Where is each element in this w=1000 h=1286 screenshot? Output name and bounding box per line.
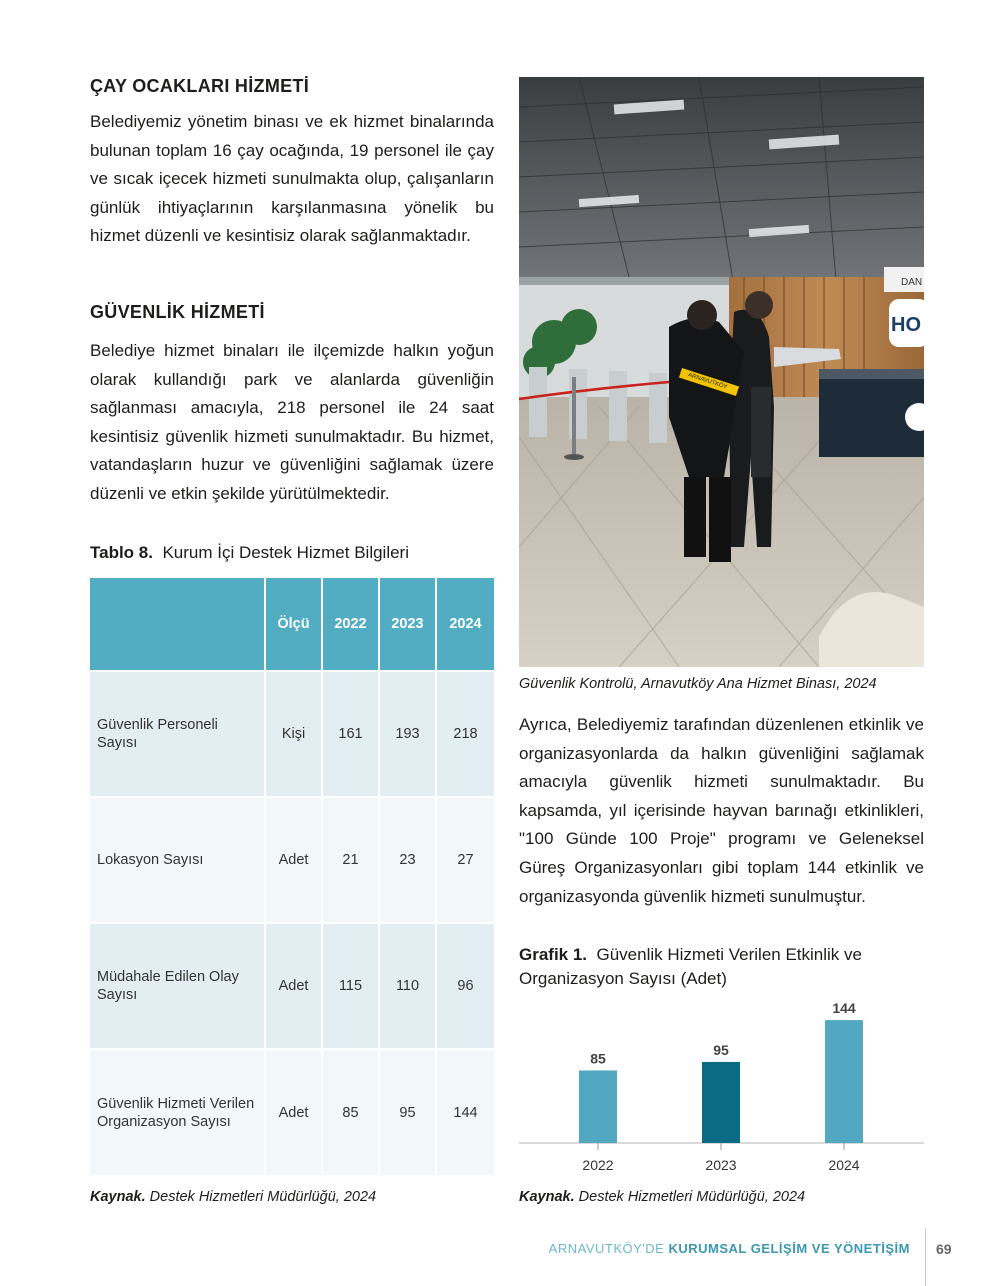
row-value-2024: 96 <box>436 923 494 1049</box>
row-value-2022: 115 <box>322 923 379 1049</box>
row-label: Müdahale Edilen Olay Sayısı <box>90 923 265 1049</box>
chart-caption <box>519 943 924 991</box>
table-source-label: Kaynak. <box>90 1189 146 1205</box>
row-value-2024: 27 <box>436 797 494 923</box>
row-value-2022: 21 <box>322 797 379 923</box>
tea-service-paragraph: Belediyemiz yönetim binası ve ek hizmet binalarında bulunan toplam 16 çay ocağında, 19 personel ile çay ve sıcak içecek hizmeti sunulmakta olup, çalışanların günlük ihtiyaçlarının karşılanmasına yönelik bu hizmet düzenli ve kesintisiz olarak sağlanmaktadır. <box>90 112 494 246</box>
row-unit: Kişi <box>265 671 322 797</box>
header-2022: 2022 <box>322 578 379 671</box>
row-label: Lokasyon Sayısı <box>90 797 265 923</box>
table-row <box>90 923 494 1049</box>
row-unit: Adet <box>265 923 322 1049</box>
security-service-paragraph: Belediye hizmet binaları ile ilçemizde halkın yoğun olarak kullandığı park ve alanlarda güvenliğin sağlanması amacıyla, 218 personel ile 24 saat kesintisiz güvenlik hizmeti sunulmaktadır. Bu hizmet, vatandaşların huzur ve güvenliğini sağlamak üzere düzenli ve etkin şekilde yürütülmektedir. <box>90 341 494 503</box>
x-axis-tick-label-2023: 2023 <box>705 1157 737 1173</box>
header-unit: Ölçü <box>265 578 322 671</box>
footer-section: KURUMSAL GELİŞİM VE YÖNETİŞİM <box>668 1241 910 1256</box>
table-row <box>90 1049 494 1175</box>
chart-bar-2023 <box>702 1062 740 1143</box>
table-row <box>90 671 494 797</box>
chart-source-label: Kaynak. <box>519 1189 575 1205</box>
table-caption <box>90 541 409 565</box>
photo-sign-text: DAN <box>901 277 923 288</box>
chart-bar-2022 <box>579 1070 617 1143</box>
photo-caption: Güvenlik Kontrolü, Arnavutköy Ana Hizmet Binası, 2024 <box>519 676 877 692</box>
chart-value-label-2023: 95 <box>713 1041 729 1058</box>
chart-value-label-2024: 144 <box>832 1000 856 1017</box>
table-source-text: Destek Hizmetleri Müdürlüğü, 2024 <box>149 1189 377 1205</box>
row-value-2024: 218 <box>436 671 494 797</box>
row-value-2023: 23 <box>379 797 436 923</box>
row-label: Güvenlik Personeli Sayısı <box>90 671 265 797</box>
x-axis-tick-label-2024: 2024 <box>828 1157 860 1173</box>
footer-running-title <box>549 1241 910 1256</box>
header-2024: 2024 <box>436 578 494 671</box>
chart-source-text: Destek Hizmetleri Müdürlüğü, 2024 <box>578 1189 806 1205</box>
chart-caption-label: Grafik 1. <box>519 945 588 964</box>
chart-caption-text: Güvenlik Hizmeti Verilen Etkinlik ve Organizasyon Sayısı (Adet) <box>519 945 862 988</box>
table-source <box>90 1189 376 1205</box>
table-caption-label: Tablo 8. <box>90 543 153 562</box>
photo-detector-text: ARNAVUTKÖY <box>687 372 728 391</box>
row-unit: Adet <box>265 797 322 923</box>
x-axis-tick-label-2022: 2022 <box>582 1157 614 1173</box>
row-value-2024: 144 <box>436 1049 494 1175</box>
row-unit: Adet <box>265 1049 322 1175</box>
support-services-table <box>90 578 494 1175</box>
table-header-row <box>90 578 494 671</box>
footer-prefix: ARNAVUTKÖY'DE <box>548 1241 665 1256</box>
photo-sign-logo: HO <box>891 314 921 336</box>
chart-value-label-2022: 85 <box>590 1050 606 1067</box>
table-row <box>90 797 494 923</box>
header-label-cell <box>90 578 265 671</box>
footer-divider <box>925 1228 926 1286</box>
row-value-2023: 95 <box>379 1049 436 1175</box>
row-value-2023: 193 <box>379 671 436 797</box>
row-label: Güvenlik Hizmeti Verilen Organizasyon Sayısı <box>90 1049 265 1175</box>
chart-bar-2024 <box>825 1020 863 1143</box>
page-number: 69 <box>936 1241 952 1257</box>
security-check-photo <box>519 77 924 667</box>
events-paragraph: Ayrıca, Belediyemiz tarafından düzenlenen etkinlik ve organizasyonlarda da halkın güvenliğini sağlamak amacıyla güvenlik hizmeti sunulmaktadır. Bu kapsamda, yıl içerisinde hayvan barınağı etkinlikleri, "100 Günde 100 Proje" programı ve Geleneksel Güreş Organizasyonları gibi toplam 144 etkinlik ve organizasyonda güvenlik hizmeti sunulmuştur. <box>519 715 924 906</box>
row-value-2023: 110 <box>379 923 436 1049</box>
chart-source <box>519 1189 805 1205</box>
security-service-heading: GÜVENLİK HİZMETİ <box>90 302 265 322</box>
events-bar-chart <box>519 995 924 1180</box>
row-value-2022: 161 <box>322 671 379 797</box>
tea-service-heading: ÇAY OCAKLARI HİZMETİ <box>90 76 310 96</box>
row-value-2022: 85 <box>322 1049 379 1175</box>
table-caption-text: Kurum İçi Destek Hizmet Bilgileri <box>162 543 409 562</box>
header-2023: 2023 <box>379 578 436 671</box>
